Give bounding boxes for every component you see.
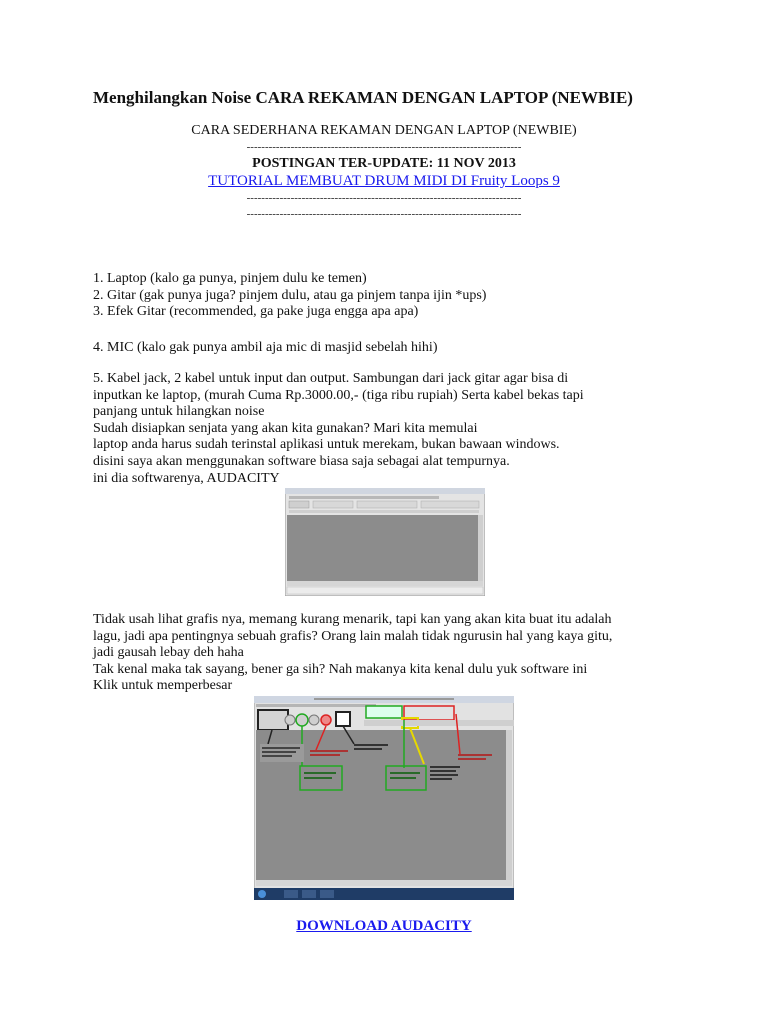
tutorial-link-row bbox=[0, 173, 768, 190]
download-audacity-link[interactable]: DOWNLOAD AUDACITY bbox=[296, 918, 472, 934]
dash-separator: --------------------------------------------------------------------------- bbox=[246, 208, 522, 220]
list-item: 3. Efek Gitar (recommended, ga pake juga engga apa apa) bbox=[93, 304, 419, 320]
subtitle: CARA SEDERHANA REKAMAN DENGAN LAPTOP (NEWBIE) bbox=[191, 123, 577, 138]
equipment-list bbox=[93, 271, 486, 321]
audacity-screenshot[interactable] bbox=[285, 488, 485, 596]
paragraph-line: lagu, jadi apa pentingnya sebuah grafis? Orang lain malah tidak ngurusin hal yang kaya gitu, bbox=[93, 628, 613, 644]
annotated-audacity-screenshot[interactable] bbox=[254, 696, 514, 900]
download-link-row bbox=[0, 918, 768, 935]
paragraph-line: ini dia softwarenya, AUDACITY bbox=[93, 470, 280, 486]
list-item-line: inputkan ke laptop, (murah Cuma Rp.3000.00,- (tiga ribu rupiah) Serta kabel bekas tapi bbox=[93, 387, 584, 403]
instructions-paragraph bbox=[93, 371, 584, 487]
paragraph-line: laptop anda harus sudah terinstal aplikasi untuk merekam, bukan bawaan windows. bbox=[93, 437, 560, 453]
list-item-line: panjang untuk hilangkan noise bbox=[93, 404, 265, 420]
list-item: 1. Laptop (kalo ga punya, pinjem dulu ke temen) bbox=[93, 271, 367, 286]
paragraph-line: Sudah disiapkan senjata yang akan kita gunakan? Mari kita memulai bbox=[93, 420, 478, 436]
page-title: Menghilangkan Noise CARA REKAMAN DENGAN LAPTOP (NEWBIE) bbox=[93, 88, 633, 107]
paragraph-line: Tidak usah lihat grafis nya, memang kurang menarik, tapi kan yang akan kita buat itu adalah bbox=[93, 612, 612, 627]
list-item: 2. Gitar (gak punya juga? pinjem dulu, atau ga pinjem tanpa ijin *ups) bbox=[93, 287, 487, 303]
paragraph-line: Klik untuk memperbesar bbox=[93, 678, 233, 694]
tutorial-link[interactable]: TUTORIAL MEMBUAT DRUM MIDI DI Fruity Loops 9 bbox=[208, 173, 560, 189]
list-item: 4. MIC (kalo gak punya ambil aja mic di masjid sebelah hihi) bbox=[93, 340, 438, 355]
description-paragraph bbox=[93, 612, 612, 695]
paragraph-line: Tak kenal maka tak sayang, bener ga sih? Nah makanya kita kenal dulu yuk software ini bbox=[93, 661, 588, 677]
paragraph-line: disini saya akan menggunakan software biasa saja sebagai alat tempurnya. bbox=[93, 453, 510, 469]
dash-separator: --------------------------------------------------------------------------- bbox=[246, 141, 522, 153]
update-notice: POSTINGAN TER-UPDATE: 11 NOV 2013 bbox=[252, 156, 516, 171]
paragraph-line: jadi gausah lebay deh haha bbox=[93, 645, 244, 661]
dash-separator: --------------------------------------------------------------------------- bbox=[246, 192, 522, 204]
list-item-line: 5. Kabel jack, 2 kabel untuk input dan output. Sambungan dari jack gitar agar bisa di bbox=[93, 371, 569, 386]
